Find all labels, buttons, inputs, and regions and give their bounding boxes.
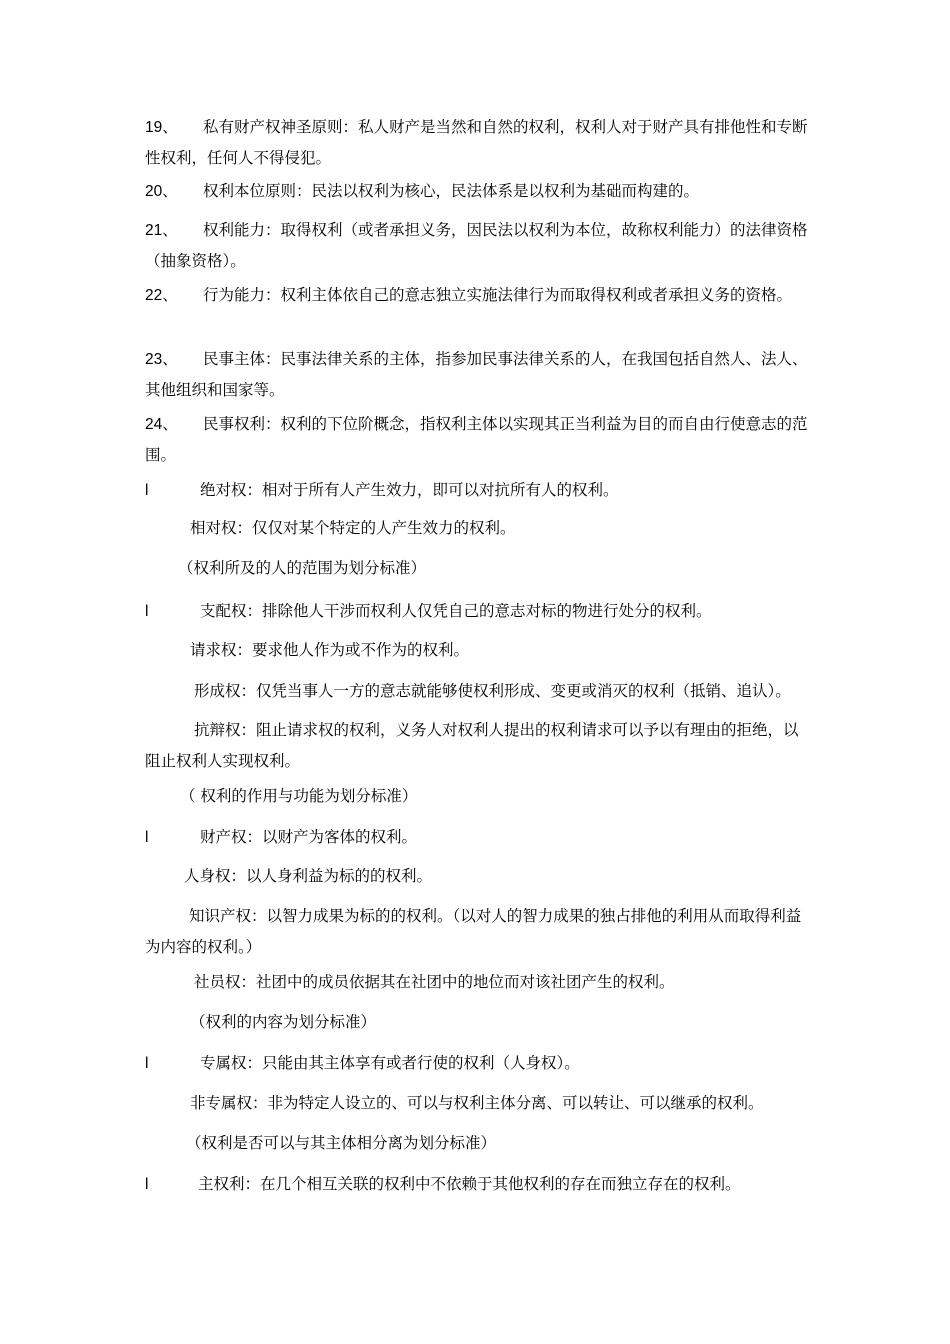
classification-note: （权利是否可以与其主体相分离为划分标准） (186, 1134, 497, 1152)
ip-right: 知识产权：以智力成果为标的的权利。（以对人的智力成果的独占排他的利用从而取得利益为内容的权利。） (145, 907, 802, 956)
bullet-marker: l (145, 1055, 149, 1072)
formation-right: 形成权：仅凭当事人一方的意志就能够使权利形成、变更或消灭的权利（抵销、追认）。 (194, 682, 791, 700)
item-text: 行为能力：权利主体依自己的意志独立实施法律行为而取得权利或者承担义务的资格。 (203, 286, 793, 304)
bullet-marker: l (145, 482, 149, 499)
item-19 (145, 112, 810, 174)
item-number: 21、 (145, 222, 178, 239)
item-24 (145, 409, 810, 471)
bullet-marker: l (145, 829, 149, 846)
item-text: 权利能力：取得权利（或者承担义务，因民法以权利为本位，故称权利能力）的法律资格（抽象资格）。 (145, 221, 808, 270)
item-text: 权利本位原则：民法以权利为核心，民法体系是以权利为基础而构建的。 (203, 182, 700, 200)
bullet-marker: l (145, 603, 149, 620)
relative-right: 相对权：仅仅对某个特定的人产生效力的权利。 (190, 519, 516, 537)
principal-right: 主权利：在几个相互关联的权利中不依赖于其他权利的存在而独立存在的权利。 (198, 1175, 741, 1193)
membership-right: 社员权：社团中的成员依据其在社团中的地位而对该社团产生的权利。 (194, 973, 675, 991)
personal-right: 人身权：以人身利益为标的的权利。 (184, 867, 433, 885)
item-number: 22、 (145, 287, 178, 304)
exclusive-right: 专属权：只能由其主体享有或者行使的权利（人身权）。 (200, 1054, 580, 1072)
classification-note: （权利所及的人的范围为划分标准） (178, 559, 427, 577)
dominion-right: 支配权：排除他人干涉而权利人仅凭自己的意志对标的物进行处分的权利。 (200, 602, 712, 620)
item-20 (145, 176, 810, 207)
claim-right: 请求权：要求他人作为或不作为的权利。 (190, 641, 470, 659)
item-number: 24、 (145, 416, 178, 433)
item-23 (145, 344, 810, 406)
item-text: 私有财产权神圣原则：私人财产是当然和自然的权利，权利人对于财产具有排他性和专断性权利，任何人不得侵犯。 (145, 118, 808, 167)
item-text: 民事主体：民事法律关系的主体，指参加民事法律关系的人，在我国包括自然人、法人、其他组织和国家等。 (145, 350, 808, 399)
item-text: 民事权利：权利的下位阶概念，指权利主体以实现其正当利益为目的而自由行使意志的范围。 (145, 415, 808, 464)
item-number: 19、 (145, 119, 178, 136)
absolute-right: 绝对权：相对于所有人产生效力，即可以对抗所有人的权利。 (200, 481, 619, 499)
non-exclusive-right: 非专属权：非为特定人设立的、可以与权利主体分离、可以转让、可以继承的权利。 (190, 1094, 764, 1112)
item-number: 23、 (145, 351, 178, 368)
classification-note: （ 权利的作用与功能为划分标准） (180, 787, 418, 805)
classification-note: （权利的内容为划分标准） (190, 1013, 377, 1031)
item-22 (145, 280, 810, 311)
item-number: 20、 (145, 183, 178, 200)
property-right: 财产权：以财产为客体的权利。 (200, 828, 418, 846)
defense-right: 抗辩权：阻止请求权的权利，义务人对权利人提出的权利请求可以予以有理由的拒绝，以阻止权利人实现权利。 (145, 721, 799, 770)
bullet-marker: l (145, 1176, 149, 1193)
item-21 (145, 215, 810, 277)
